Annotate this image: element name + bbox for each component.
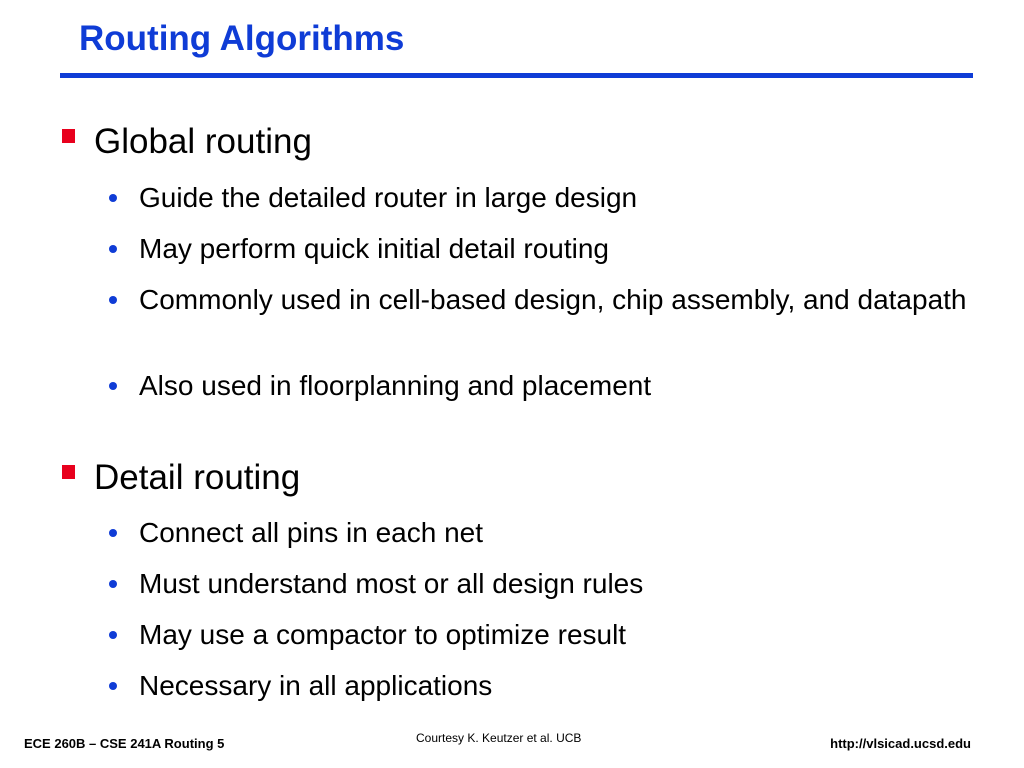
footer-url: http://vlsicad.ucsd.edu: [830, 736, 971, 751]
dot-bullet-icon: [109, 296, 117, 304]
list-item-text: Connect all pins in each net: [139, 517, 483, 548]
footer-course-label: ECE 260B – CSE 241A Routing 5: [24, 736, 225, 751]
title-divider: [60, 73, 973, 78]
dot-bullet-icon: [109, 580, 117, 588]
dot-bullet-icon: [109, 529, 117, 537]
list-item-text: May perform quick initial detail routing: [139, 233, 609, 264]
list-item-text: May use a compactor to optimize result: [139, 619, 627, 650]
dot-bullet-icon: [109, 245, 117, 253]
dot-bullet-icon: [109, 682, 117, 690]
list-item-text: Guide the detailed router in large design: [139, 182, 638, 213]
dot-bullet-icon: [109, 631, 117, 639]
dot-bullet-icon: [109, 382, 117, 390]
section-label: Global routing: [94, 122, 312, 161]
list-item-text: Must understand most or all design rules: [139, 568, 644, 599]
dot-bullet-icon: [109, 194, 117, 202]
square-bullet-icon: [62, 129, 75, 143]
list-item-text: Commonly used in cell-based design, chip assembly, and datapath: [139, 284, 967, 315]
list-item-text: Necessary in all applications: [139, 670, 493, 701]
list-item-text: Also used in floorplanning and placement: [139, 370, 652, 401]
section-label: Detail routing: [94, 458, 301, 497]
footer-credit: Courtesy K. Keutzer et al. UCB: [416, 731, 582, 745]
square-bullet-icon: [62, 465, 75, 479]
slide-title: Routing Algorithms: [79, 19, 405, 58]
